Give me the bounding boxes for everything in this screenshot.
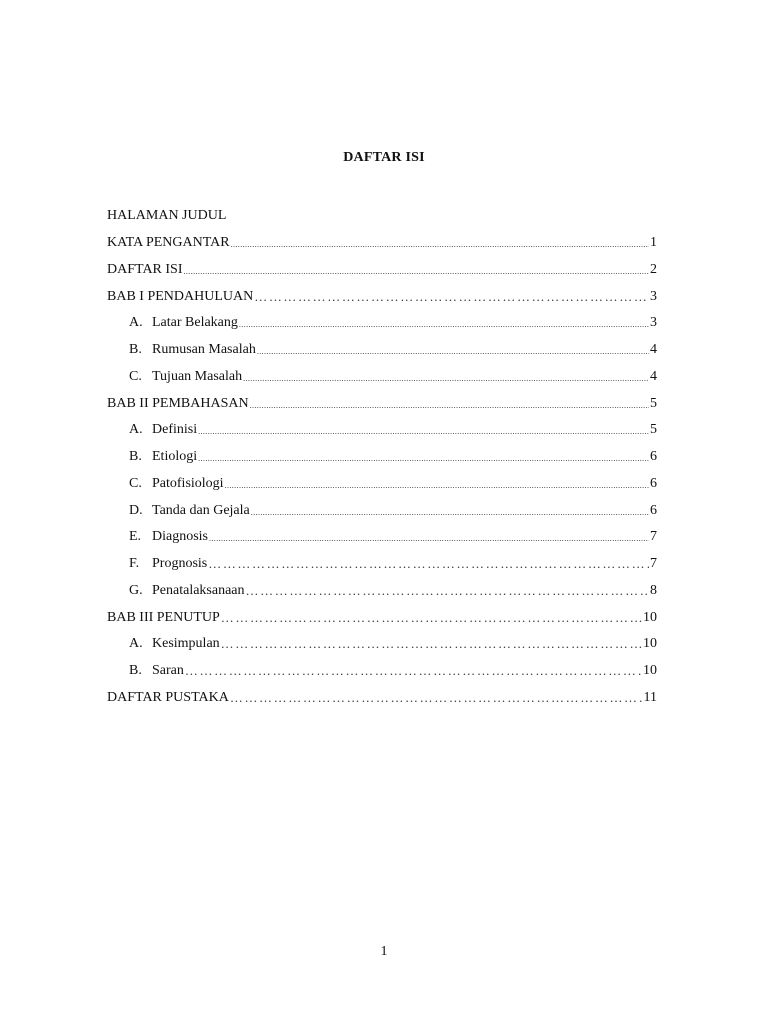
- toc-label: Etiologi: [152, 449, 198, 465]
- toc-label: Rumusan Masalah: [152, 342, 256, 358]
- toc-leader: [225, 475, 649, 493]
- toc-letter: A.: [129, 315, 143, 331]
- toc-letter: F.: [129, 556, 140, 572]
- toc-page-number: 5: [650, 422, 657, 438]
- toc-label: Tanda dan Gejala: [152, 502, 250, 518]
- toc-letter: D.: [129, 502, 143, 518]
- toc-entry-bab-1: [107, 283, 657, 310]
- toc-leader: [239, 314, 649, 332]
- toc-label: KATA PENGANTAR: [107, 235, 230, 251]
- toc-page-number: 11: [643, 689, 657, 705]
- toc-leader: [250, 395, 649, 413]
- toc-leader: [246, 584, 649, 598]
- toc-leader: [231, 234, 649, 252]
- toc-leader: [243, 368, 649, 386]
- toc-page-number: 10: [643, 609, 657, 625]
- toc-subentry-patofisiologi: [107, 471, 657, 498]
- page-title: DAFTAR ISI: [343, 150, 425, 165]
- toc-entry-halaman-judul: [107, 203, 657, 230]
- toc-page-number: 4: [650, 342, 657, 358]
- toc-leader: [251, 502, 649, 520]
- toc-letter: A.: [129, 636, 143, 652]
- toc-label: Prognosis: [152, 556, 208, 572]
- toc-leader: [208, 557, 649, 571]
- toc-letter: B.: [129, 663, 142, 679]
- toc-page-number: 3: [650, 288, 657, 304]
- toc-leader: [209, 528, 649, 546]
- toc-label: DAFTAR ISI: [107, 261, 183, 277]
- toc-page-number: 7: [650, 556, 657, 572]
- toc-label: Penatalaksanaan: [152, 582, 245, 598]
- toc-label: DAFTAR PUSTAKA: [107, 689, 229, 705]
- toc-label: BAB III PENUTUP: [107, 609, 220, 625]
- toc-page-number: 6: [650, 449, 657, 465]
- toc-subentry-tujuan-masalah: [107, 364, 657, 391]
- toc-page-number: 1: [650, 235, 657, 251]
- toc-leader: [254, 290, 649, 304]
- toc-leader: [185, 664, 642, 678]
- toc-label: Definisi: [152, 422, 198, 438]
- toc-page-number: 8: [650, 582, 657, 598]
- toc-page-number: 10: [643, 663, 657, 679]
- toc-letter: E.: [129, 529, 142, 545]
- toc-subentry-definisi: [107, 417, 657, 444]
- toc-page-number: 5: [650, 395, 657, 411]
- toc-leader: [221, 611, 642, 625]
- toc-entry-daftar-isi: [107, 257, 657, 284]
- toc-leader: [221, 637, 642, 651]
- toc-entry-daftar-pustaka: [107, 685, 657, 712]
- toc-subentry-etiologi: [107, 444, 657, 471]
- page-footer-number: 1: [380, 944, 388, 959]
- toc-page-number: 10: [643, 636, 657, 652]
- toc-label: Tujuan Masalah: [152, 368, 243, 384]
- toc-subentry-saran: [107, 658, 657, 685]
- toc-page-number: 3: [650, 315, 657, 331]
- table-of-contents: [107, 203, 657, 711]
- toc-subentry-diagnosis: [107, 524, 657, 551]
- toc-subentry-rumusan-masalah: [107, 337, 657, 364]
- toc-label: Diagnosis: [152, 529, 208, 545]
- toc-letter: C.: [129, 368, 142, 384]
- toc-page-number: 2: [650, 261, 657, 277]
- toc-label: HALAMAN JUDUL: [107, 208, 227, 224]
- toc-label: Patofisiologi: [152, 475, 224, 491]
- toc-label: Saran: [152, 663, 184, 679]
- toc-entry-bab-2: [107, 390, 657, 417]
- toc-letter: G.: [129, 582, 143, 598]
- toc-subentry-prognosis: [107, 551, 657, 578]
- toc-page-number: 7: [650, 529, 657, 545]
- toc-letter: B.: [129, 449, 142, 465]
- toc-page-number: 6: [650, 475, 657, 491]
- toc-entry-kata-pengantar: [107, 230, 657, 257]
- toc-page-number: 6: [650, 502, 657, 518]
- toc-subentry-penatalaksanaan: [107, 578, 657, 605]
- toc-leader: [198, 448, 649, 466]
- toc-leader: [257, 341, 649, 359]
- toc-leader: [198, 421, 649, 439]
- toc-label: BAB II PEMBAHASAN: [107, 395, 249, 411]
- toc-letter: A.: [129, 422, 143, 438]
- toc-subentry-kesimpulan: [107, 631, 657, 658]
- toc-entry-bab-3: [107, 604, 657, 631]
- toc-subentry-tanda-dan-gejala: [107, 497, 657, 524]
- toc-label: Kesimpulan: [152, 636, 220, 652]
- toc-subentry-latar-belakang: [107, 310, 657, 337]
- toc-label: BAB I PENDAHULUAN: [107, 288, 254, 304]
- toc-page-number: 4: [650, 368, 657, 384]
- toc-leader: [184, 261, 650, 279]
- toc-letter: C.: [129, 475, 142, 491]
- toc-letter: B.: [129, 342, 142, 358]
- toc-label: Latar Belakang: [152, 315, 238, 331]
- toc-leader: [230, 691, 643, 705]
